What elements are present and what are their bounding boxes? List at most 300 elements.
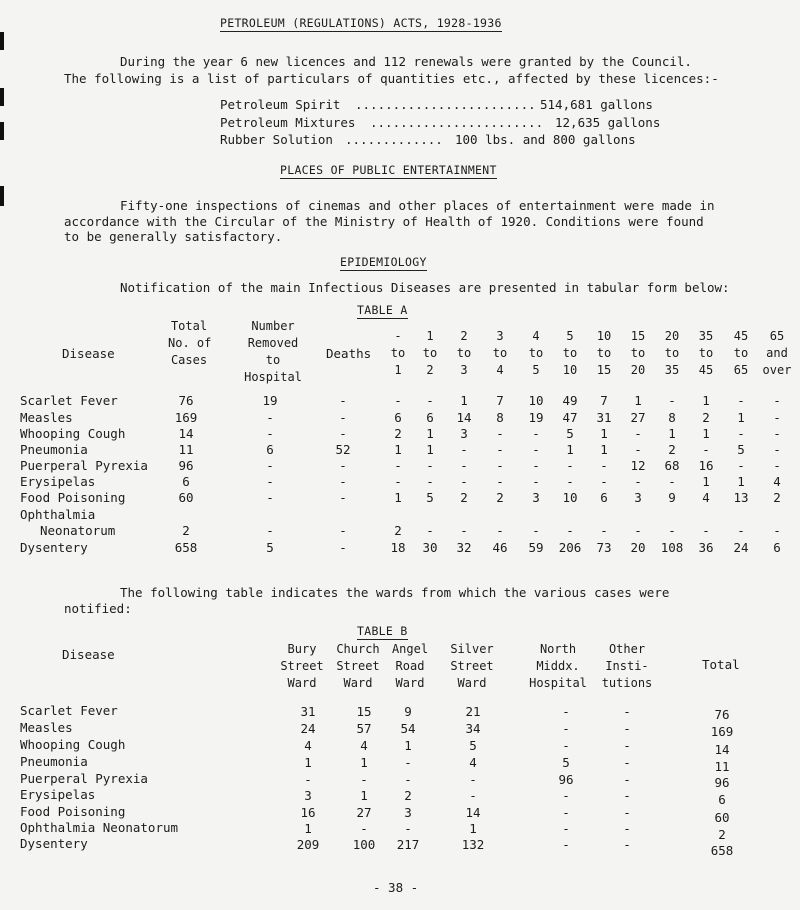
table-b-cell-total: 6 <box>718 792 726 807</box>
table-a-cell-age: 7 <box>496 393 504 408</box>
table-a-cell-age: - <box>773 458 781 473</box>
table-a-header-age-line: 10 <box>562 363 578 377</box>
table-a-cell-age: 1 <box>737 410 745 425</box>
table-a-cell-removed: - <box>266 490 274 505</box>
table-a-header-age-line: to <box>698 346 714 360</box>
table-b-cell: 14 <box>465 805 481 820</box>
table-a-header-age-line: 1 <box>394 363 402 377</box>
table-b-cell: 5 <box>562 755 570 770</box>
epidemiology-heading: EPIDEMIOLOGY <box>340 255 427 269</box>
table-b-header-ward-line: Street <box>280 659 324 673</box>
table-a-row-disease: Neonatorum <box>40 523 116 538</box>
table-a-cell-deaths: - <box>339 410 347 425</box>
table-a-row-disease: Food Poisoning <box>20 490 126 505</box>
table-b-cell: 21 <box>465 704 481 719</box>
petroleum-item-label: Petroleum Spirit <box>220 97 341 112</box>
table-a-header-age-line: 3 <box>496 329 504 343</box>
table-a-cell-age: - <box>394 474 402 489</box>
table-a-cell-age: - <box>496 474 504 489</box>
table-b-row-disease: Pneumonia <box>20 754 88 769</box>
table-a-cell-age: 8 <box>668 410 676 425</box>
table-a-cell-age: - <box>566 474 574 489</box>
table-a-header-removed-line: Hospital <box>244 370 302 384</box>
table-a-cell-age: 4 <box>702 490 710 505</box>
table-b-cell: 3 <box>304 788 312 803</box>
table-a-cell-age: - <box>532 458 540 473</box>
table-b-cell-total: 76 <box>714 707 730 722</box>
entertainment-heading: PLACES OF PUBLIC ENTERTAINMENT <box>280 163 497 177</box>
table-a-cell-age: 10 <box>562 490 578 505</box>
table-a-cell-age: 2 <box>394 523 402 538</box>
petroleum-item-quantity: 100 lbs. and 800 gallons <box>455 132 636 147</box>
petroleum-item-quantity: 12,635 gallons <box>555 115 661 130</box>
table-b-cell: 1 <box>469 821 477 836</box>
table-b-header-total: Total <box>702 657 740 672</box>
table-a-cell-total: 14 <box>178 426 194 441</box>
table-b-header-ward-line: Bury <box>287 642 317 656</box>
table-a-cell-age: 3 <box>634 490 642 505</box>
table-a-cell-age: 32 <box>456 540 472 555</box>
table-b-cell: - <box>623 788 631 803</box>
table-a-row-disease: Pneumonia <box>20 442 88 457</box>
table-a-cell-age: 2 <box>702 410 710 425</box>
table-b-header-ward-line: Angel <box>391 642 429 656</box>
table-b-cell: 9 <box>404 704 412 719</box>
table-b-cell-total: 2 <box>718 827 726 842</box>
table-a-header-age-line: 2 <box>426 363 434 377</box>
table-a-cell-age: - <box>566 458 574 473</box>
table-a-header-age-line: 45 <box>698 363 714 377</box>
table-b-cell: - <box>404 772 412 787</box>
table-a-cell-age: - <box>702 523 710 538</box>
table-a-cell-age: 1 <box>668 426 676 441</box>
table-a-row-disease: Scarlet Fever <box>20 393 118 408</box>
table-b-row-disease: Puerperal Pyrexia <box>20 771 148 786</box>
table-b-cell: 24 <box>300 721 316 736</box>
table-a-cell-age: - <box>773 393 781 408</box>
table-b-title: TABLE B <box>357 624 408 638</box>
table-a-header-age-line: 35 <box>664 363 680 377</box>
table-a-cell-age: 1 <box>737 474 745 489</box>
table-a-header-age-line: to <box>562 346 578 360</box>
table-b-cell: - <box>469 772 477 787</box>
scan-edge-mark <box>0 122 4 140</box>
table-a-header-age-line: to <box>456 346 472 360</box>
table-a-cell-removed: - <box>266 458 274 473</box>
table-b-row-disease: Erysipelas <box>20 787 96 802</box>
table-a-header-age-line: 4 <box>532 329 540 343</box>
table-b-header-ward-line: Hospital <box>529 676 587 690</box>
table-b-cell: 132 <box>461 837 485 852</box>
table-a-cell-age: - <box>496 426 504 441</box>
table-a-cell-age: - <box>426 523 434 538</box>
table-b-row-disease: Dysentery <box>20 836 88 851</box>
table-b-header-ward-line: Street <box>336 659 380 673</box>
table-b-cell: 100 <box>352 837 376 852</box>
table-b-cell: - <box>623 755 631 770</box>
table-b-cell: 96 <box>558 772 574 787</box>
table-a-cell-removed: 19 <box>262 393 278 408</box>
table-a-cell-age: - <box>634 523 642 538</box>
scan-edge-mark <box>0 32 4 50</box>
table-a-cell-age: 18 <box>390 540 406 555</box>
table-a-cell-age: - <box>668 393 676 408</box>
table-a-header-age-group <box>686 328 726 379</box>
table-a-row-disease: Measles <box>20 410 73 425</box>
table-b-cell: - <box>562 788 570 803</box>
table-a-cell-age: 47 <box>562 410 578 425</box>
table-b-cell: 209 <box>296 837 320 852</box>
table-a-cell-age: 5 <box>426 490 434 505</box>
table-b-cell: 34 <box>465 721 481 736</box>
table-a-header-age-line: to <box>596 346 612 360</box>
table-b-header-ward-line: Ward <box>457 676 487 690</box>
table-a-cell-age: - <box>460 474 468 489</box>
table-b-header-ward-line: Church <box>336 642 380 656</box>
table-a-header-age-line: to <box>664 346 680 360</box>
table-a-cell-age: 68 <box>664 458 680 473</box>
table-a-cell-age: - <box>426 393 434 408</box>
table-b-cell: 1 <box>360 788 368 803</box>
table-a-header-age-line: to <box>630 346 646 360</box>
table-a-cell-age: - <box>496 458 504 473</box>
table-b-cell: 31 <box>300 704 316 719</box>
table-b-cell: 217 <box>396 837 420 852</box>
table-a-header-age-line: and <box>766 346 788 360</box>
table-a-cell-age: 10 <box>528 393 544 408</box>
table-b-row-disease: Ophthalmia Neonatorum <box>20 820 179 835</box>
table-b-cell-total: 96 <box>714 775 730 790</box>
table-a-cell-deaths: - <box>339 393 347 408</box>
table-b-intro-line-1: The following table indicates the wards from which the various cases were <box>120 585 670 600</box>
table-a-cell-age: 46 <box>492 540 508 555</box>
table-a-header-age-line: to <box>390 346 406 360</box>
table-a-header-total <box>168 318 210 369</box>
table-a-cell-age: 24 <box>733 540 749 555</box>
table-a-header-age-group <box>480 328 520 379</box>
table-a-cell-age: - <box>532 426 540 441</box>
table-a-cell-age: 1 <box>634 393 642 408</box>
table-a-cell-age: - <box>737 393 745 408</box>
table-b-cell: - <box>623 738 631 753</box>
table-b-cell: 16 <box>300 805 316 820</box>
table-a-header-age-line: to <box>733 346 749 360</box>
table-a-cell-age: - <box>532 474 540 489</box>
table-a-cell-age: 2 <box>460 490 468 505</box>
table-a-cell-age: - <box>634 426 642 441</box>
table-a-cell-removed: 5 <box>266 540 274 555</box>
table-a-row-disease: Puerperal Pyrexia <box>20 458 148 473</box>
table-a-header-total-line: Total <box>170 319 208 333</box>
table-a-cell-age: 59 <box>528 540 544 555</box>
table-a-header-age-line: 65 <box>733 363 749 377</box>
table-a-cell-age: - <box>532 442 540 457</box>
table-a-header-age-line: 45 <box>733 329 749 343</box>
table-a-cell-age: - <box>460 458 468 473</box>
entertainment-line-3: to be generally satisfactory. <box>64 229 283 244</box>
table-b-cell: 1 <box>304 821 312 836</box>
table-a-cell-age: 3 <box>460 426 468 441</box>
table-b-header-ward <box>520 641 596 692</box>
table-a-row-disease: Dysentery <box>20 540 88 555</box>
table-a-cell-age: 1 <box>394 442 402 457</box>
table-a-cell-total: 96 <box>178 458 194 473</box>
table-b-row-disease: Whooping Cough <box>20 737 126 752</box>
petroleum-item-quantity: 514,681 gallons <box>540 97 653 112</box>
table-b-cell: - <box>404 755 412 770</box>
epidemiology-intro: Notification of the main Infectious Diseases are presented in tabular form below: <box>120 280 730 295</box>
page-number: - 38 - <box>373 880 419 895</box>
table-b-header-ward-line: Middx. <box>536 659 580 673</box>
entertainment-line-2: accordance with the Circular of the Ministry of Health of 1920. Conditions were found <box>64 214 704 229</box>
table-b-cell: - <box>469 788 477 803</box>
table-b-row-disease: Scarlet Fever <box>20 703 118 718</box>
entertainment-line-1: Fifty-one inspections of cinemas and other places of entertainment were made in <box>120 198 715 213</box>
table-a-cell-age: - <box>634 474 642 489</box>
table-b-cell: - <box>404 821 412 836</box>
table-a-cell-age: 206 <box>558 540 582 555</box>
petroleum-item-leader: ............. <box>345 132 443 147</box>
table-a-cell-age: - <box>668 474 676 489</box>
table-a-cell-total: 169 <box>174 410 198 425</box>
table-a-cell-age: 1 <box>394 490 402 505</box>
table-a-cell-age: - <box>394 458 402 473</box>
table-a-cell-age: 1 <box>702 393 710 408</box>
table-b-cell: - <box>562 704 570 719</box>
table-a-cell-deaths: 52 <box>335 442 351 457</box>
table-a-row-disease: Whooping Cough <box>20 426 126 441</box>
table-b-cell: - <box>562 821 570 836</box>
table-b-header-ward-line: Street <box>450 659 494 673</box>
table-a-cell-age: - <box>773 410 781 425</box>
table-a-cell-age: 3 <box>532 490 540 505</box>
table-a-cell-age: - <box>634 442 642 457</box>
table-b-cell: 1 <box>304 755 312 770</box>
table-a-header-age-line: - <box>394 329 402 343</box>
table-b-cell: 54 <box>400 721 416 736</box>
table-b-cell: 57 <box>356 721 372 736</box>
table-b-cell: 5 <box>469 738 477 753</box>
table-b-row-disease: Food Poisoning <box>20 804 126 819</box>
table-a-cell-age: 27 <box>630 410 646 425</box>
table-b-header-ward-line: Ward <box>287 676 317 690</box>
table-a-cell-age: 6 <box>426 410 434 425</box>
table-a-cell-age: - <box>600 523 608 538</box>
table-b-header-ward-line: North <box>539 642 577 656</box>
table-a-cell-age: - <box>566 523 574 538</box>
table-a-header-age-line: to <box>528 346 544 360</box>
table-b-header-ward <box>589 641 665 692</box>
table-b-cell: 1 <box>404 738 412 753</box>
table-a-cell-age: 13 <box>733 490 749 505</box>
table-a-cell-age: 2 <box>773 490 781 505</box>
table-b-cell-total: 11 <box>714 759 730 774</box>
table-b-cell: 27 <box>356 805 372 820</box>
table-a-cell-age: 5 <box>566 426 574 441</box>
table-a-header-disease: Disease <box>62 346 115 361</box>
petroleum-item-label: Petroleum Mixtures <box>220 115 356 130</box>
table-a-header-age-line: 20 <box>664 329 680 343</box>
table-a-cell-age: 30 <box>422 540 438 555</box>
table-a-cell-age: 1 <box>702 474 710 489</box>
table-a-header-age-line: 2 <box>460 329 468 343</box>
table-a-header-removed-line: to <box>265 353 281 367</box>
table-a-cell-age: 19 <box>528 410 544 425</box>
table-a-cell-age: 4 <box>773 474 781 489</box>
table-a-cell-total: 11 <box>178 442 194 457</box>
scan-edge-mark <box>0 88 4 106</box>
table-b-header-ward-line: Road <box>395 659 425 673</box>
table-b-cell: - <box>562 837 570 852</box>
table-a-cell-age: 9 <box>668 490 676 505</box>
table-b-cell: - <box>562 721 570 736</box>
table-a-header-age-line: 3 <box>460 363 468 377</box>
table-a-cell-age: 6 <box>600 490 608 505</box>
table-a-cell-age: - <box>532 523 540 538</box>
table-b-cell: - <box>623 704 631 719</box>
table-a-cell-removed: - <box>266 426 274 441</box>
table-a-cell-age: - <box>702 442 710 457</box>
table-a-cell-age: - <box>460 442 468 457</box>
table-a-cell-age: 5 <box>737 442 745 457</box>
table-a-cell-age: 7 <box>600 393 608 408</box>
table-a-cell-age: 2 <box>668 442 676 457</box>
table-a-header-age-line: 1 <box>426 329 434 343</box>
table-a-cell-age: 6 <box>773 540 781 555</box>
table-b-header-ward-line: tutions <box>601 676 653 690</box>
table-a-cell-age: - <box>600 474 608 489</box>
table-a-cell-deaths: - <box>339 523 347 538</box>
table-a-cell-age: - <box>496 442 504 457</box>
table-a-cell-total: 658 <box>174 540 198 555</box>
table-b-cell: - <box>562 805 570 820</box>
table-a-cell-age: 16 <box>698 458 714 473</box>
table-b-cell: 1 <box>360 755 368 770</box>
table-b-header-ward-line: Other <box>608 642 646 656</box>
table-b-header-disease: Disease <box>62 647 115 662</box>
table-a-cell-age: 1 <box>600 442 608 457</box>
table-b-cell: 2 <box>404 788 412 803</box>
table-a-header-age-line: 35 <box>698 329 714 343</box>
table-b-cell: - <box>360 772 368 787</box>
table-a-header-age-line: 4 <box>496 363 504 377</box>
table-a-header-age-group <box>721 328 761 379</box>
table-a-header-deaths: Deaths <box>326 346 372 361</box>
table-a-cell-age: 1 <box>600 426 608 441</box>
table-b-cell: 4 <box>469 755 477 770</box>
table-a-cell-deaths: - <box>339 458 347 473</box>
table-b-cell: 4 <box>360 738 368 753</box>
table-a-cell-age: - <box>426 458 434 473</box>
table-a-cell-age: 1 <box>460 393 468 408</box>
table-a-cell-age: - <box>496 523 504 538</box>
table-a-cell-age: 8 <box>496 410 504 425</box>
table-a-cell-age: - <box>600 458 608 473</box>
table-b-cell: 4 <box>304 738 312 753</box>
table-a-header-age-line: 15 <box>596 363 612 377</box>
table-a-cell-deaths: - <box>339 426 347 441</box>
table-b-cell: 15 <box>356 704 372 719</box>
table-b-cell: - <box>623 821 631 836</box>
table-b-header-ward-line: Ward <box>343 676 373 690</box>
table-b-header-ward <box>434 641 510 692</box>
table-a-cell-age: 2 <box>496 490 504 505</box>
table-a-row-disease: Ophthalmia <box>20 507 96 522</box>
table-a-title: TABLE A <box>357 303 408 317</box>
table-b-header-ward-line: Silver <box>450 642 494 656</box>
table-a-cell-age: 14 <box>456 410 472 425</box>
table-a-header-age-group <box>757 328 797 379</box>
table-a-header-age-line: over <box>762 363 792 377</box>
petroleum-item-label: Rubber Solution <box>220 132 333 147</box>
table-a-cell-removed: - <box>266 523 274 538</box>
table-a-cell-total: 76 <box>178 393 194 408</box>
table-b-cell: 3 <box>404 805 412 820</box>
table-a-header-age-group <box>444 328 484 379</box>
table-b-cell-total: 169 <box>710 724 734 739</box>
table-a-header-age-line: 5 <box>532 363 540 377</box>
table-a-cell-age: - <box>737 523 745 538</box>
table-b-cell-total: 60 <box>714 810 730 825</box>
table-a-header-total-line: Cases <box>170 353 208 367</box>
table-a-cell-age: 49 <box>562 393 578 408</box>
table-a-cell-total: 6 <box>182 474 190 489</box>
table-a-cell-age: 20 <box>630 540 646 555</box>
table-a-header-age-line: to <box>422 346 438 360</box>
table-b-cell-total: 14 <box>714 742 730 757</box>
table-a-cell-age: - <box>737 426 745 441</box>
table-a-cell-age: 31 <box>596 410 612 425</box>
table-a-cell-removed: - <box>266 474 274 489</box>
table-a-header-age-line: 65 <box>769 329 785 343</box>
table-a-cell-deaths: - <box>339 474 347 489</box>
table-a-header-age-line: 15 <box>630 329 646 343</box>
table-a-header-age-line: to <box>492 346 508 360</box>
petroleum-intro-line-1: During the year 6 new licences and 112 renewals were granted by the Council. <box>120 54 692 69</box>
table-a-cell-removed: - <box>266 410 274 425</box>
table-a-header-total-line: No. of <box>168 336 212 350</box>
table-a-cell-age: 2 <box>394 426 402 441</box>
table-b-header-ward-line: Ward <box>395 676 425 690</box>
table-a-cell-age: - <box>773 442 781 457</box>
table-b-cell: - <box>304 772 312 787</box>
table-a-header-removed-line: Removed <box>247 336 299 350</box>
table-a-cell-deaths: - <box>339 540 347 555</box>
table-a-cell-age: 73 <box>596 540 612 555</box>
table-a-cell-total: 60 <box>178 490 194 505</box>
table-a-cell-age: 108 <box>660 540 684 555</box>
table-b-cell: - <box>623 772 631 787</box>
table-a-cell-age: 12 <box>630 458 646 473</box>
table-a-cell-age: 1 <box>426 426 434 441</box>
table-b-cell: - <box>562 738 570 753</box>
table-a-cell-total: 2 <box>182 523 190 538</box>
table-b-cell: - <box>623 805 631 820</box>
table-a-cell-removed: 6 <box>266 442 274 457</box>
table-b-cell: - <box>623 837 631 852</box>
table-a-cell-age: - <box>737 458 745 473</box>
table-a-header-age-line: 5 <box>566 329 574 343</box>
petroleum-item-leader: ....................... <box>370 115 544 130</box>
table-a-cell-age: - <box>460 523 468 538</box>
table-b-cell-total: 658 <box>710 843 734 858</box>
table-a-header-removed <box>238 318 308 386</box>
table-a-cell-age: - <box>668 523 676 538</box>
table-b-intro-line-2: notified: <box>64 601 132 616</box>
table-a-cell-age: - <box>426 474 434 489</box>
petroleum-intro-line-2: The following is a list of particulars of quantities etc., affected by these licences:- <box>64 71 719 86</box>
table-a-cell-age: - <box>773 426 781 441</box>
